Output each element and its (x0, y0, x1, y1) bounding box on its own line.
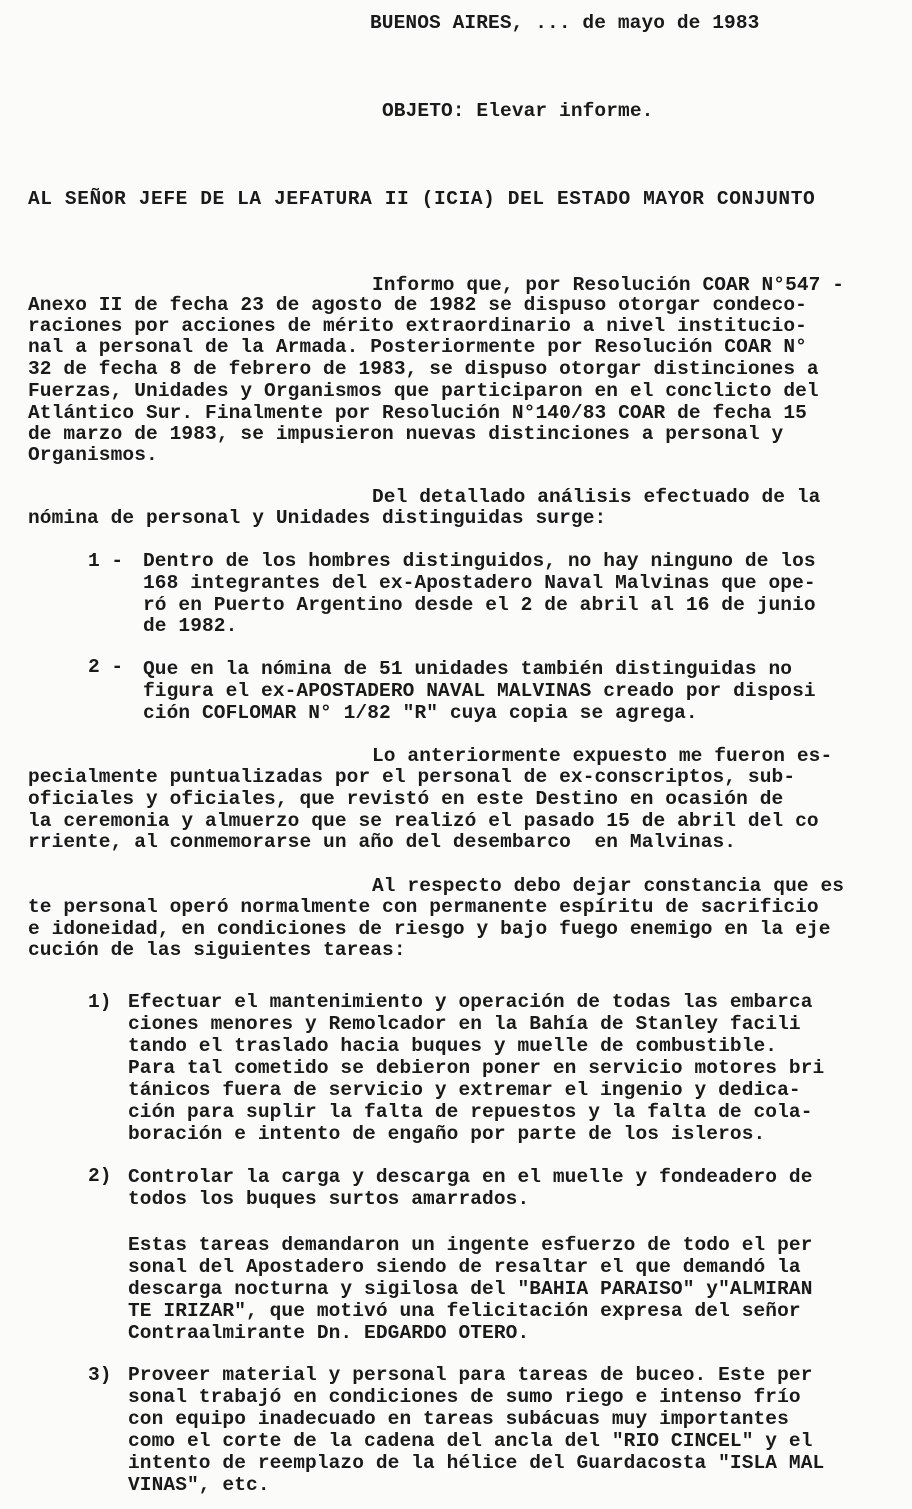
paragraph-line: cución de las siguientes tareas: (28, 939, 406, 961)
task-line: con equipo inadecuado en tareas subácuas muy importantes (128, 1408, 789, 1430)
paragraph-line: Del detallado análisis efectuado de la (372, 486, 821, 508)
task-line: todos los buques surtos amarrados. (128, 1188, 530, 1210)
item-line: Que en la nómina de 51 unidades también distinguidas no (143, 658, 793, 680)
paragraph-line: Anexo II de fecha 23 de agosto de 1982 se dispuso otorgar condeco- (28, 294, 807, 316)
task-line: Controlar la carga y descarga en el muelle y fondeadero de (128, 1166, 813, 1188)
date-line: BUENOS AIRES, ... de mayo de 1983 (370, 12, 760, 34)
item-line: Dentro de los hombres distinguidos, no hay ninguno de los (143, 550, 816, 572)
paragraph-line: de marzo de 1983, se impusieron nuevas distinciones a personal y (28, 423, 784, 445)
paragraph-line: la ceremonia y almuerzo que se realizó el pasado 15 de abril del co (28, 810, 819, 832)
task-line: Contraalmirante Dn. EDGARDO OTERO. (128, 1322, 530, 1344)
item-marker: 2 - (88, 656, 124, 678)
addressee-line: AL SEÑOR JEFE DE LA JEFATURA II (ICIA) DEL ESTADO MAYOR CONJUNTO (28, 188, 816, 210)
paragraph-line: Fuerzas, Unidades y Organismos que participaron en el conclicto del (28, 380, 819, 402)
task-line: sonal del Apostadero siendo de resaltar el que demandó la (128, 1256, 801, 1278)
paragraph-line: nal a personal de la Armada. Posteriormente por Resolución COAR N° (28, 336, 807, 358)
task-line: TE IRIZAR", que motivó una felicitación expresa del señor (128, 1300, 801, 1322)
paragraph-line: 32 de fecha 8 de febrero de 1983, se dispuso otorgar distinciones a (28, 358, 819, 380)
paragraph-line: nómina de personal y Unidades distinguidas surge: (28, 507, 607, 529)
task-marker: 3) (88, 1364, 112, 1386)
task-line: sonal trabajó en condiciones de sumo riego e intenso frío (128, 1386, 801, 1408)
task-line: Estas tareas demandaron un ingente esfuerzo de todo el per (128, 1234, 813, 1256)
item-line: figura el ex-APOSTADERO NAVAL MALVINAS creado por disposi (143, 680, 816, 702)
item-marker: 1 - (88, 550, 124, 572)
task-line: intento de reemplazo de la hélice del Guardacosta "ISLA MAL (128, 1452, 825, 1474)
task-line: descarga nocturna y sigilosa del "BAHIA PARAISO" y"ALMIRAN (128, 1278, 813, 1300)
task-marker: 2) (88, 1165, 112, 1187)
task-line: ción para suplir la falta de repuestos y la falta de cola- (128, 1101, 813, 1123)
paragraph-line: pecialmente puntualizadas por el personal de ex-conscriptos, sub- (28, 766, 796, 788)
object-line: OBJETO: Elevar informe. (382, 100, 654, 122)
paragraph-line: rriente, al conmemorarse un año del desembarco en Malvinas. (28, 831, 737, 853)
task-line: Para tal cometido se debieron poner en servicio motores bri (128, 1057, 825, 1079)
paragraph-line: oficiales y oficiales, que revistó en este Destino en ocasión de (28, 788, 784, 810)
task-line: ciones menores y Remolcador en la Bahía de Stanley facili (128, 1013, 801, 1035)
paragraph-line: Al respecto debo dejar constancia que es (372, 875, 845, 897)
task-line: tando el traslado hacia buques y muelle de combustible. (128, 1035, 778, 1057)
paragraph-line: Atlántico Sur. Finalmente por Resolución N°140/83 COAR de fecha 15 (28, 402, 807, 424)
paragraph-line: Organismos. (28, 444, 158, 466)
item-line: ró en Puerto Argentino desde el 2 de abril al 16 de junio (143, 594, 816, 616)
task-line: boración e intento de engaño por parte de los isleros. (128, 1123, 766, 1145)
paragraph-line: Lo anteriormente expuesto me fueron es- (372, 745, 833, 767)
task-line: como el corte de la cadena del ancla del "RIO CINCEL" y el (128, 1430, 813, 1452)
task-line: Efectuar el mantenimiento y operación de todas las embarca (128, 991, 813, 1013)
paragraph-line: Informo que, por Resolución COAR N°547 - (372, 274, 845, 296)
task-line: VINAS", etc. (128, 1474, 270, 1496)
task-marker: 1) (88, 991, 112, 1013)
paragraph-line: e idoneidad, en condiciones de riesgo y bajo fuego enemigo en la eje (28, 918, 831, 940)
item-line: 168 integrantes del ex-Apostadero Naval Malvinas que ope- (143, 572, 816, 594)
item-line: ción COFLOMAR N° 1/82 "R" cuya copia se agrega. (143, 702, 698, 724)
task-line: Proveer material y personal para tareas de buceo. Este per (128, 1364, 813, 1386)
item-line: de 1982. (143, 615, 238, 637)
paragraph-line: raciones por acciones de mérito extraordinario a nivel institucio- (28, 315, 807, 337)
paragraph-line: te personal operó normalmente con permanente espíritu de sacrificio (28, 896, 819, 918)
task-line: tánicos fuera de servicio y extremar el ingenio y dedica- (128, 1079, 801, 1101)
